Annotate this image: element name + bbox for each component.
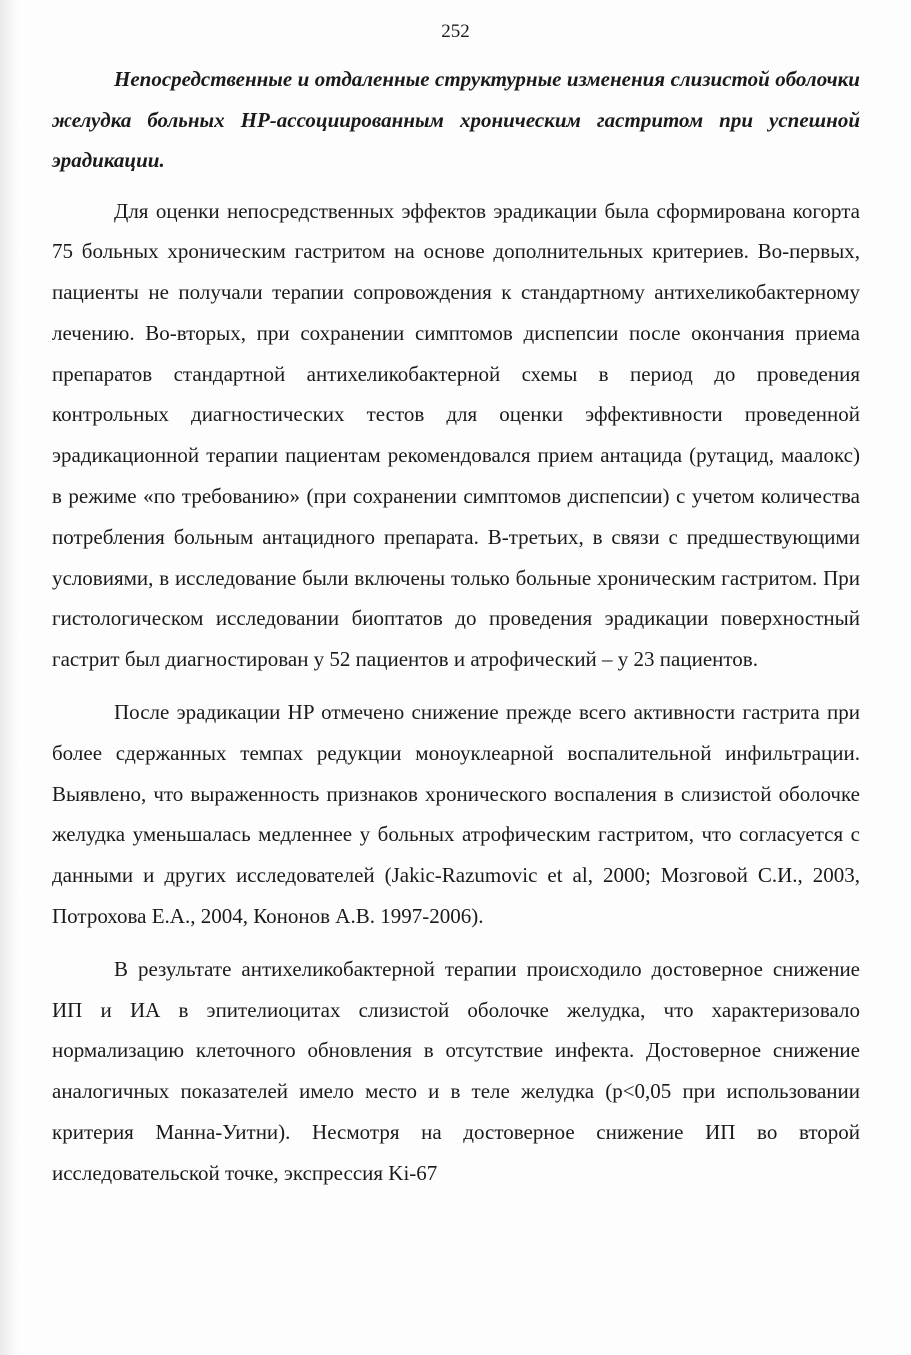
page-number: 252 (441, 21, 470, 42)
paragraph-1: Для оценки непосредственных эффектов эрадикации была сформирована когорта 75 больных хроническим гастритом на основе дополнительных критериев. Во-первых, пациенты не получали терапии сопровождения к стандартному антихеликобактерному лечению. Во-вторых, при сохранении симптомов диспепсии после окончания приема препаратов стандартной антихеликобактерной схемы в период до проведения контрольных диагностических тестов для оценки эффективности проведенной эрадикационной терапии пациентам рекомендовался прием антацида (рутацид, маалокс) в режиме «по требованию» (при сохранении симптомов диспепсии) с учетом количества потребления больным антацидного препарата. В-третьих, в связи с предшествующими условиями, в исследование были включены только больные хроническим гастритом. При гистологическом исследовании биоптатов до проведения эрадикации поверхностный гастрит был диагностирован у 52 пациентов и атрофический – у 23 пациентов. (52, 198, 860, 672)
paragraph-2: После эрадикации HP отмечено снижение прежде всего активности гастрита при более сдержанных темпах редукции моноуклеарной воспалительной инфильтрации. Выявлено, что выраженность признаков хронического воспаления в слизистой оболочке желудка уменьшалась медленнее у больных атрофическим гастритом, что согласуется с данными и других исследователей (Jakic-Razumovic et al, 2000; Мозговой С.И., 2003, Потрохова Е.А., 2004, Кононов А.В. 1997-2006). (52, 700, 860, 929)
page-body (52, 59, 860, 1194)
section-heading: Непосредственные и отдаленные структурные изменения слизистой оболочки желудка больных HP-ассоциированным хроническим гастритом при успешной эрадикации. (52, 67, 860, 172)
scan-edge-shadow (0, 0, 18, 1355)
paragraph-3: В результате антихеликобактерной терапии происходило достоверное снижение ИП и ИА в эпителиоцитах слизистой оболочке желудка, что характеризовало нормализацию клеточного обновления в отсутствие инфекта. Достоверное снижение аналогичных показателей имело место и в теле желудка (p<0,05 при использовании критерия Манна-Уитни). Несмотря на достоверное снижение ИП во второй исследовательской точке, экспрессия Ki-67 (52, 956, 860, 1185)
